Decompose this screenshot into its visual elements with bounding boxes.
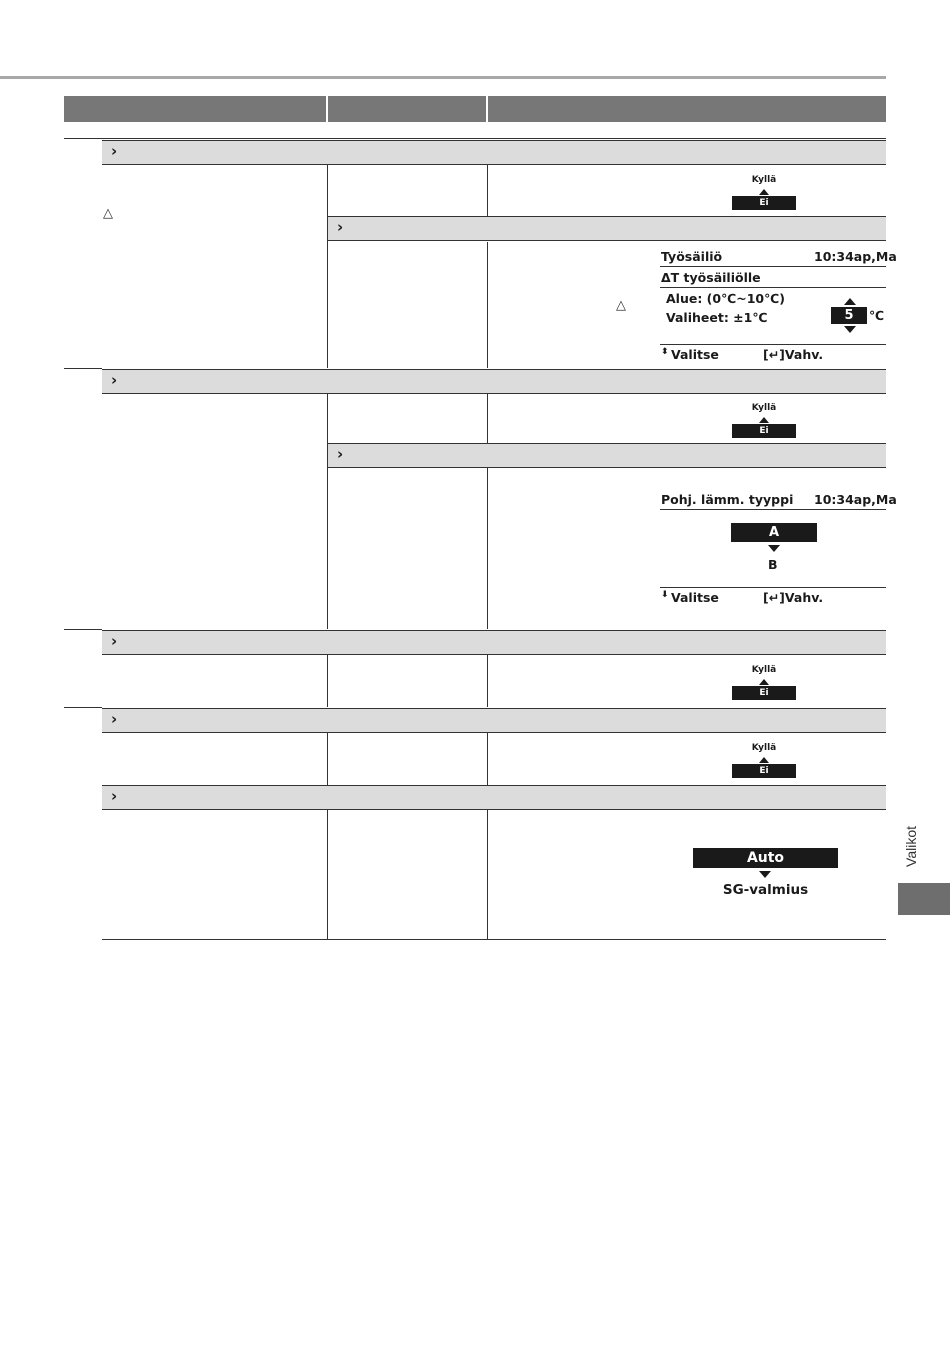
yes-option: Kyllä [751,743,777,753]
section-row-1 [102,140,886,165]
footer-select: Valitse [671,347,719,362]
value-display: 5 [831,307,867,324]
table-header-col-1 [64,96,326,122]
screen-steps: Valiheet: ±1℃ [666,310,768,325]
subsection-row-1 [328,216,886,241]
col-divider [327,394,328,629]
side-tab-marker [898,883,950,915]
chevron-right-icon: › [337,218,344,236]
col-divider [487,394,488,445]
top-rule [0,76,886,79]
down-icon: ⬇ [661,590,669,600]
yes-no-selector [732,175,796,215]
warning-triangle-icon: △ [103,206,113,221]
table-header-col-2 [328,96,486,122]
row-divider [64,629,102,630]
selected-option: A [731,523,817,542]
no-option: Ei [732,764,796,778]
down-arrow-icon [759,871,771,878]
screen-subtitle: ΔT työsäiliölle [661,270,761,285]
no-option: Ei [732,686,796,700]
chevron-right-icon: › [111,371,118,389]
header-rule [64,138,886,139]
screen-delta-t [660,248,897,364]
chevron-right-icon: › [337,445,344,463]
up-arrow-icon [759,417,769,423]
up-arrow-icon [759,189,769,195]
col-divider [487,655,488,707]
screen-time: 10:34ap,Ma [814,492,897,507]
up-arrow-icon [844,298,856,305]
screen-sg-mode [693,848,838,904]
screen-title: Pohj. lämm. tyyppi [661,492,794,507]
footer-confirm: [↵]Vahv. [763,590,824,605]
col-divider [327,733,328,785]
col-divider [327,165,328,368]
yes-no-selector [732,665,796,705]
chevron-right-icon: › [111,787,118,805]
yes-option: Kyllä [751,175,777,185]
col-divider [487,242,488,368]
yes-option: Kyllä [751,403,777,413]
up-arrow-icon [759,757,769,763]
value-unit: ℃ [869,308,885,323]
subsection-row-4 [102,785,886,810]
down-arrow-icon [844,326,856,333]
col-divider [487,810,488,939]
up-arrow-icon [759,679,769,685]
table-header-col-3 [488,96,886,122]
col-divider [487,468,488,629]
down-arrow-icon [768,545,780,552]
row-divider [64,368,102,369]
section-row-3 [102,630,886,655]
yes-no-selector [732,403,796,443]
chevron-right-icon: › [111,142,118,160]
col-divider [327,810,328,939]
side-tab-label: Valikot [903,826,919,867]
col-divider [327,655,328,707]
footer-confirm: [↵]Vahv. [763,347,824,362]
next-option: B [768,557,778,572]
chevron-right-icon: › [111,710,118,728]
row-divider [64,707,102,708]
selected-option: Auto [693,848,838,868]
no-option: Ei [732,424,796,438]
subsection-row-2 [328,443,886,468]
screen-time: 10:34ap,Ma [814,249,897,264]
table-bottom-rule [102,939,886,940]
yes-option: Kyllä [751,665,777,675]
col-divider [487,165,488,217]
screen-heating-type [660,491,897,607]
footer-select: Valitse [671,590,719,605]
screen-title: Työsäiliö [661,249,723,264]
yes-no-selector [732,743,796,783]
warning-triangle-icon: △ [616,298,626,313]
chevron-right-icon: › [111,632,118,650]
screen-range: Alue: (0℃~10℃) [666,291,785,306]
col-divider [487,733,488,785]
next-option: SG-valmius [722,882,809,898]
up-down-icon: ⬍ [661,347,669,357]
section-row-2 [102,369,886,394]
section-row-4 [102,708,886,733]
no-option: Ei [732,196,796,210]
